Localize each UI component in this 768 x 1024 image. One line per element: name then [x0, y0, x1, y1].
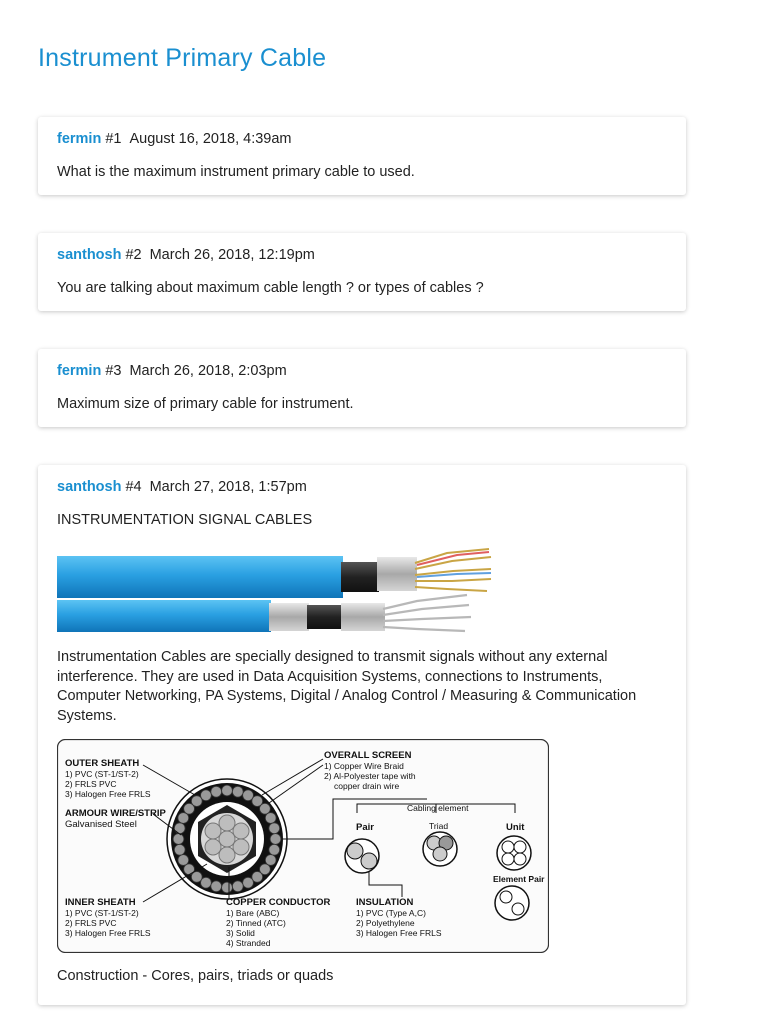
post-card: [38, 117, 686, 195]
armour-wire: [243, 877, 254, 888]
post-author-link[interactable]: fermin: [57, 363, 102, 379]
armour-wire: [270, 834, 281, 845]
overall-screen-item-3: copper drain wire: [334, 781, 400, 791]
armour-wire: [232, 786, 243, 797]
post-heading: INSTRUMENTATION SIGNAL CABLES: [57, 512, 313, 528]
post-meta: [57, 363, 287, 379]
unit-label: Unit: [506, 822, 525, 833]
armour-wire: [232, 881, 243, 892]
insulation-item-1: 1) PVC (Type A,C): [356, 908, 426, 918]
armour-wire: [265, 813, 276, 824]
post-paragraph: Instrumentation Cables are specially designed to transmit signals without any external interference. They are used in Data Acquisition Systems, connections to Instruments, Computer Networking, PA Systems, Digital / Analog Control / Measuring & Communication Systems.: [57, 649, 637, 724]
overall-screen-item-1: 1) Copper Wire Braid: [324, 761, 404, 771]
outer-sheath-title: OUTER SHEATH: [65, 758, 140, 769]
post-number: #3: [105, 363, 122, 379]
post-date: August 16, 2018, 4:39am: [129, 131, 292, 147]
armour-wire: [222, 882, 233, 893]
insulation-item-2: 2) Polyethylene: [356, 918, 415, 928]
post-body: You are talking about maximum cable length ? or types of cables ?: [57, 280, 484, 296]
armour-wire: [201, 790, 212, 801]
pair-label: Pair: [356, 822, 374, 833]
post-author-link[interactable]: santhosh: [57, 247, 122, 263]
inner-sheath-item-2: 2) FRLS PVC: [65, 918, 117, 928]
post-card: [38, 349, 686, 427]
insulation-title: INSULATION: [356, 897, 414, 908]
post-card: [38, 465, 686, 1005]
armour-wire: [174, 844, 185, 855]
post-author-link[interactable]: santhosh: [57, 479, 122, 495]
inner-sheath-item-1: 1) PVC (ST-1/ST-2): [65, 908, 139, 918]
post-meta: [57, 247, 315, 263]
post-meta: [57, 479, 307, 495]
cable-photo: [57, 543, 493, 637]
cabling-element-label: Cabling element: [407, 803, 469, 813]
armour-title: ARMOUR WIRE/STRIP: [65, 808, 166, 819]
post-number: #4: [125, 479, 142, 495]
post-number: #1: [105, 131, 122, 147]
armour-wire: [211, 786, 222, 797]
copper-conductor-item-1: 1) Bare (ABC): [226, 908, 280, 918]
armour-wire: [269, 844, 280, 855]
element-pair-label: Element Pair: [493, 874, 545, 884]
outer-sheath-item-2: 2) FRLS PVC: [65, 779, 117, 789]
inner-sheath-item-3: 3) Halogen Free FRLS: [65, 928, 151, 938]
copper-conductor-item-4: 4) Stranded: [226, 938, 271, 948]
copper-conductor-title: COPPER CONDUCTOR: [226, 897, 331, 908]
post-date: March 26, 2018, 12:19pm: [149, 247, 315, 263]
post-number: #2: [125, 247, 142, 263]
cable-construction-diagram: [57, 739, 549, 953]
copper-conductor-item-3: 3) Solid: [226, 928, 255, 938]
post-meta: [57, 131, 292, 147]
inner-sheath-title: INNER SHEATH: [65, 897, 136, 908]
triad-label: Triad: [429, 821, 449, 831]
armour-wire: [211, 881, 222, 892]
outer-sheath-item-1: 1) PVC (ST-1/ST-2): [65, 769, 139, 779]
post-body: Maximum size of primary cable for instrument.: [57, 396, 354, 412]
post-card: [38, 233, 686, 311]
post-body: What is the maximum instrument primary cable to used.: [57, 164, 415, 180]
insulation-item-3: 3) Halogen Free FRLS: [356, 928, 442, 938]
copper-conductor-item-2: 2) Tinned (ATC): [226, 918, 286, 928]
armour-wire: [173, 834, 184, 845]
outer-sheath-item-3: 3) Halogen Free FRLS: [65, 789, 151, 799]
overall-screen-item-2: 2) Al-Polyester tape with: [324, 771, 416, 781]
page-title: Instrument Primary Cable: [38, 44, 327, 72]
post-author-link[interactable]: fermin: [57, 131, 102, 147]
post-date: March 27, 2018, 1:57pm: [149, 479, 307, 495]
post-caption: Construction - Cores, pairs, triads or quads: [57, 968, 334, 984]
armour-item-1: Galvanised Steel: [65, 819, 137, 830]
armour-wire: [174, 823, 185, 834]
armour-wire: [269, 823, 280, 834]
armour-wire: [178, 855, 189, 866]
armour-wire: [222, 785, 233, 796]
post-date: March 26, 2018, 2:03pm: [129, 363, 287, 379]
overall-screen-title: OVERALL SCREEN: [324, 750, 412, 761]
